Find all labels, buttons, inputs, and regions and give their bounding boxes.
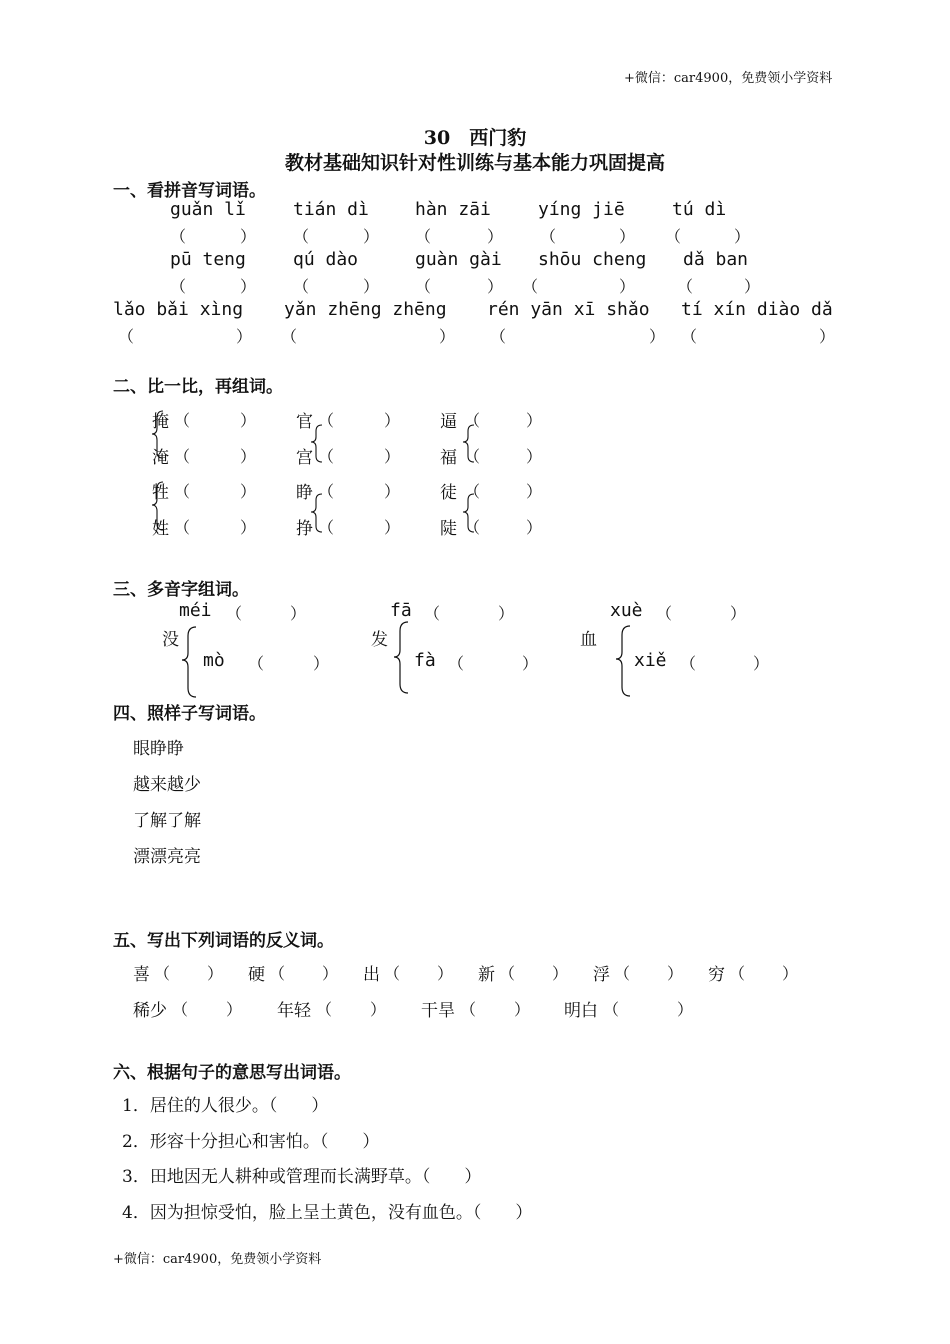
- answer-close-paren: ）: [384, 447, 401, 466]
- definition-item: 3．田地因无人耕种或管理而长满野草。（ ）: [122, 1167, 482, 1187]
- answer-open-paren: （: [540, 227, 557, 246]
- answer-close-paren: ）: [384, 411, 401, 430]
- compare-char: 挣: [296, 519, 313, 539]
- answer-close-paren: ）: [363, 277, 380, 296]
- polyphone-char: 发: [371, 630, 388, 650]
- polyphone-pinyin: mò: [203, 650, 225, 671]
- compare-char: 徒: [440, 483, 457, 503]
- answer-close-paren: ）: [619, 227, 636, 246]
- answer-open-paren: （: [424, 604, 441, 623]
- answer-close-paren: ）: [667, 964, 684, 983]
- pinyin-item: yǎn zhēng zhēng: [284, 299, 447, 320]
- answer-open-paren: （: [248, 654, 265, 673]
- answer-close-paren: ）: [819, 327, 836, 346]
- answer-close-paren: ）: [290, 604, 307, 623]
- answer-close-paren: ）: [753, 654, 770, 673]
- definition-item: 1．居住的人很少。（ ）: [122, 1096, 329, 1116]
- answer-open-paren: （: [281, 327, 298, 346]
- answer-close-paren: ）: [487, 227, 504, 246]
- pinyin-item: hàn zāi: [415, 199, 491, 220]
- answer-close-paren: ）: [313, 654, 330, 673]
- answer-open-paren: （: [293, 277, 310, 296]
- answer-close-paren: ）: [526, 447, 543, 466]
- answer-close-paren: ）: [730, 604, 747, 623]
- answer-close-paren: ）: [322, 964, 339, 983]
- brace-mark: [182, 627, 196, 697]
- brace-mark: [394, 622, 408, 693]
- answer-open-paren: （: [174, 482, 191, 501]
- answer-open-paren: （: [681, 327, 698, 346]
- answer-close-paren: ）: [240, 227, 257, 246]
- answer-close-paren: ）: [240, 411, 257, 430]
- answer-open-paren: （: [464, 411, 481, 430]
- compare-char: 福: [440, 448, 457, 468]
- answer-open-paren: （: [118, 327, 135, 346]
- answer-open-paren: （: [680, 654, 697, 673]
- answer-close-paren: ）: [526, 518, 543, 537]
- answer-close-paren: ）: [384, 482, 401, 501]
- answer-close-paren: ）: [522, 654, 539, 673]
- footer-note: +微信：car4900，免费领小学资料: [113, 1252, 322, 1267]
- pinyin-item: yíng jiē: [538, 199, 625, 220]
- answer-open-paren: （: [170, 227, 187, 246]
- pinyin-item: guàn gài: [415, 249, 502, 270]
- answer-open-paren: （: [174, 411, 191, 430]
- answer-close-paren: ）: [437, 964, 454, 983]
- answer-close-paren: ）: [240, 482, 257, 501]
- answer-close-paren: ）: [498, 604, 515, 623]
- answer-open-paren: （: [318, 411, 335, 430]
- definition-item: 2．形容十分担心和害怕。（ ）: [122, 1132, 380, 1152]
- example-word: 漂漂亮亮: [133, 847, 201, 867]
- antonym-word: 穷: [708, 965, 725, 985]
- pinyin-item: tí xín diào dǎ: [681, 299, 833, 320]
- answer-open-paren: （: [226, 604, 243, 623]
- answer-open-paren: （: [174, 447, 191, 466]
- answer-open-paren: （: [318, 447, 335, 466]
- answer-close-paren: ）: [487, 277, 504, 296]
- answer-open-paren: （: [464, 447, 481, 466]
- compare-char: 睁: [296, 483, 313, 503]
- answer-close-paren: ）: [207, 964, 224, 983]
- polyphone-pinyin: fā: [390, 600, 412, 621]
- answer-open-paren: （: [460, 1000, 477, 1019]
- antonym-word: 浮: [593, 965, 610, 985]
- answer-close-paren: ）: [782, 964, 799, 983]
- answer-open-paren: （: [316, 1000, 333, 1019]
- answer-open-paren: （: [318, 482, 335, 501]
- example-word: 眼睁睁: [133, 739, 184, 759]
- polyphone-pinyin: fà: [414, 650, 436, 671]
- section-6-heading: 六、根据句子的意思写出词语。: [113, 1063, 351, 1083]
- antonym-word: 干旱: [421, 1001, 455, 1021]
- compare-char: 淹: [152, 448, 169, 468]
- antonym-word: 年轻: [277, 1001, 311, 1021]
- answer-close-paren: ）: [236, 327, 253, 346]
- answer-close-paren: ）: [619, 277, 636, 296]
- compare-char: 掩: [152, 412, 169, 432]
- answer-close-paren: ）: [649, 327, 666, 346]
- answer-open-paren: （: [490, 327, 507, 346]
- polyphone-char: 没: [162, 630, 179, 650]
- answer-open-paren: （: [293, 227, 310, 246]
- section-4-heading: 四、照样子写词语。: [113, 704, 266, 724]
- answer-open-paren: （: [665, 227, 682, 246]
- header-note: +微信：car4900，免费领小学资料: [624, 71, 833, 86]
- answer-close-paren: ）: [744, 277, 761, 296]
- answer-open-paren: （: [614, 964, 631, 983]
- answer-open-paren: （: [464, 518, 481, 537]
- answer-close-paren: ）: [363, 227, 380, 246]
- pinyin-item: rén yān xī shǎo: [487, 299, 650, 320]
- answer-open-paren: （: [415, 277, 432, 296]
- polyphone-char: 血: [580, 630, 597, 650]
- answer-close-paren: ）: [240, 277, 257, 296]
- pinyin-item: lǎo bǎi xìng: [113, 299, 244, 320]
- example-word: 越来越少: [133, 775, 201, 795]
- section-1-heading: 一、看拼音写词语。: [113, 181, 266, 201]
- answer-open-paren: （: [170, 277, 187, 296]
- answer-open-paren: （: [448, 654, 465, 673]
- answer-open-paren: （: [174, 518, 191, 537]
- answer-open-paren: （: [677, 277, 694, 296]
- compare-char: 宫: [296, 448, 313, 468]
- answer-close-paren: ）: [734, 227, 751, 246]
- compare-char: 官: [296, 412, 313, 432]
- pinyin-item: pū teng: [170, 249, 246, 270]
- section-3-heading: 三、多音字组词。: [113, 580, 249, 600]
- compare-char: 姓: [152, 519, 169, 539]
- pinyin-item: shōu cheng: [538, 249, 647, 270]
- answer-open-paren: （: [499, 964, 516, 983]
- answer-close-paren: ）: [526, 411, 543, 430]
- antonym-word: 硬: [248, 965, 265, 985]
- answer-close-paren: ）: [240, 518, 257, 537]
- section-2-heading: 二、比一比，再组词。: [113, 377, 283, 397]
- antonym-word: 出: [363, 965, 380, 985]
- compare-char: 牲: [152, 483, 169, 503]
- section-5-heading: 五、写出下列词语的反义词。: [113, 931, 334, 951]
- antonym-word: 喜: [133, 965, 150, 985]
- answer-close-paren: ）: [240, 447, 257, 466]
- answer-open-paren: （: [656, 604, 673, 623]
- antonym-word: 新: [478, 965, 495, 985]
- definition-item: 4．因为担惊受怕，脸上呈土黄色，没有血色。（ ）: [122, 1203, 533, 1223]
- answer-open-paren: （: [603, 1000, 620, 1019]
- answer-open-paren: （: [154, 964, 171, 983]
- pinyin-item: tián dì: [293, 199, 369, 220]
- answer-open-paren: （: [522, 277, 539, 296]
- answer-close-paren: ）: [384, 518, 401, 537]
- antonym-word: 明白: [564, 1001, 598, 1021]
- example-word: 了解了解: [133, 811, 201, 831]
- pinyin-item: dǎ ban: [683, 249, 749, 270]
- polyphone-pinyin: méi: [179, 600, 212, 621]
- page-title: 30 西门豹: [423, 127, 527, 149]
- polyphone-pinyin: xiě: [634, 650, 667, 671]
- answer-open-paren: （: [318, 518, 335, 537]
- answer-close-paren: ）: [526, 482, 543, 501]
- answer-open-paren: （: [729, 964, 746, 983]
- polyphone-pinyin: xuè: [610, 600, 643, 621]
- answer-open-paren: （: [172, 1000, 189, 1019]
- pinyin-item: qú dào: [293, 249, 359, 270]
- pinyin-item: guǎn lǐ: [170, 199, 246, 220]
- compare-char: 陡: [440, 519, 457, 539]
- pinyin-item: tú dì: [672, 199, 727, 220]
- compare-char: 逼: [440, 412, 457, 432]
- answer-open-paren: （: [464, 482, 481, 501]
- answer-open-paren: （: [415, 227, 432, 246]
- answer-close-paren: ）: [552, 964, 569, 983]
- answer-close-paren: ）: [514, 1000, 531, 1019]
- answer-close-paren: ）: [370, 1000, 387, 1019]
- antonym-word: 稀少: [133, 1001, 167, 1021]
- answer-close-paren: ）: [677, 1000, 694, 1019]
- page-subtitle: 教材基础知识针对性训练与基本能力巩固提高: [284, 152, 665, 174]
- answer-close-paren: ）: [439, 327, 456, 346]
- answer-open-paren: （: [269, 964, 286, 983]
- brace-mark: [616, 626, 630, 696]
- answer-open-paren: （: [384, 964, 401, 983]
- answer-close-paren: ）: [226, 1000, 243, 1019]
